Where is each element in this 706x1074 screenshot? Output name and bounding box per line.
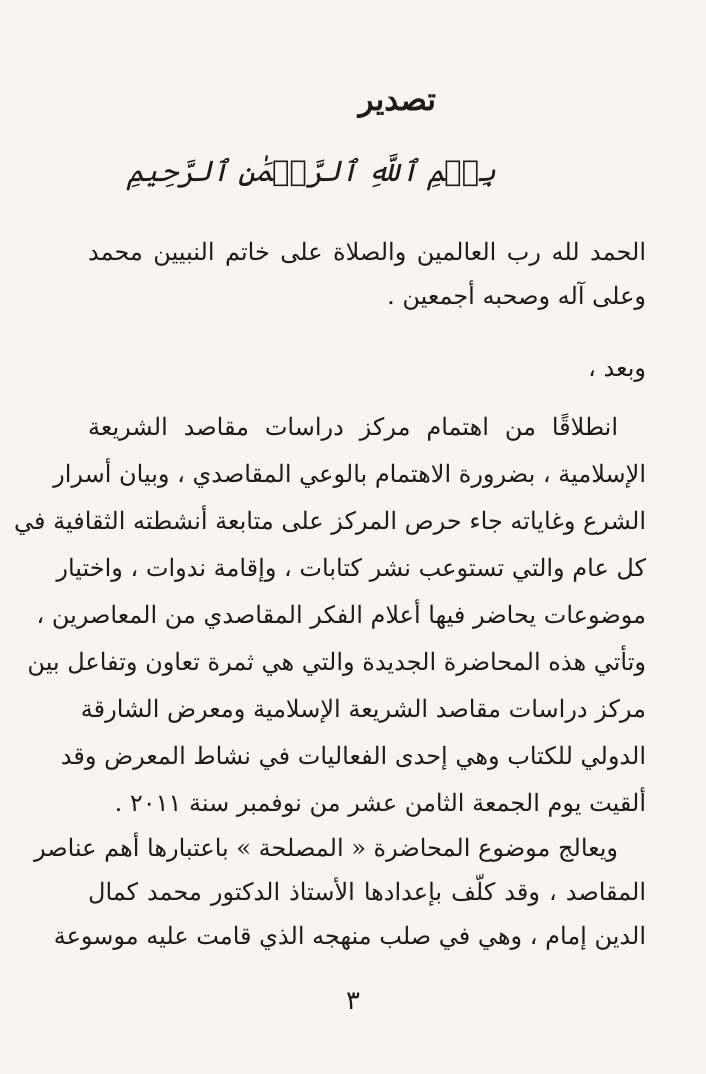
text-line: ألقيت يوم الجمعة الثامن عشر من نوفمبر سنة ٢٠١١ .	[114, 789, 646, 817]
text-line: وتأتي هذه المحاضرة الجديدة والتي هي ثمرة تعاون وتفاعل بين	[27, 648, 646, 676]
text-line: كل عام والتي تستوعب نشر كتابات ، وإقامة ندوات ، واختيار	[56, 554, 646, 582]
text-line: الإسلامية ، بضرورة الاهتمام بالوعي المقاصدي ، وبيان أسرار	[53, 460, 646, 488]
paragraph-topic	[33, 826, 646, 958]
text-line: وبعد ،	[588, 354, 646, 382]
page-number: ٣	[346, 986, 360, 1016]
text-line: الدين إمام ، وهي في صلب منهجه الذي قامت عليه موسوعة	[53, 922, 646, 950]
basmala: بِسۡمِ ٱللَّهِ ٱلرَّحۡمَٰنِ ٱلرَّحِيمِ	[126, 154, 496, 188]
page-title: تصدير	[358, 82, 436, 118]
text-line: الحمد لله رب العالمين والصلاة على خاتم النبيين محمد	[88, 238, 646, 266]
paragraph-opening	[88, 230, 646, 318]
text-line: الدولي للكتاب وهي إحدى الفعاليات في نشاط المعرض وقد	[60, 742, 646, 770]
paragraph-transition	[88, 346, 646, 390]
paragraph-main	[14, 404, 646, 827]
text-line: وعلى آله وصحبه أجمعين .	[387, 282, 646, 310]
text-line: المقاصد ، وقد كلّف بإعدادها الأستاذ الدكتور محمد كمال	[88, 878, 646, 906]
text-line: مركز دراسات مقاصد الشريعة الإسلامية ومعرض الشارقة	[80, 695, 646, 723]
text-line: ويعالج موضوع المحاضرة « المصلحة » باعتبارها أهم عناصر	[33, 834, 618, 862]
text-line: الشرع وغاياته جاء حرص المركز على متابعة أنشطته الثقافية في	[14, 507, 646, 535]
text-line: انطلاقًا من اهتمام مركز دراسات مقاصد الشريعة	[88, 413, 618, 441]
text-line: موضوعات يحاضر فيها أعلام الفكر المقاصدي من المعاصرين ،	[36, 601, 646, 629]
